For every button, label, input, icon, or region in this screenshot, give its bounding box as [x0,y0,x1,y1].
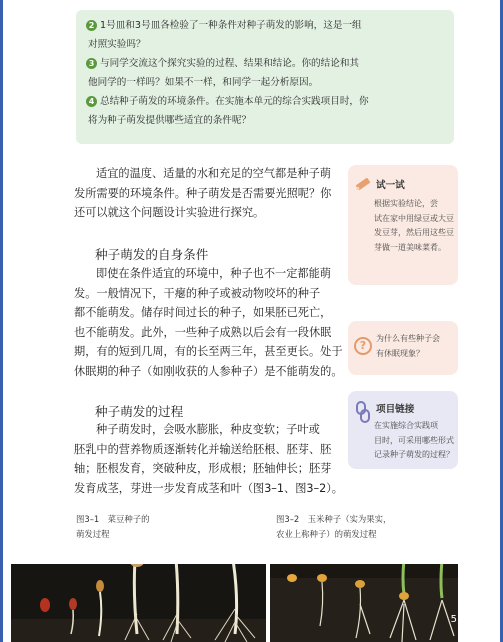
text-line: 胚乳中的营养物质逐渐转化并输送给胚根、胚芽、胚 [74,442,332,456]
question-number-icon: 4 [86,96,97,107]
text-line: 发育成茎，芽进一步发育成茎和叶（图3–1、图3–2）。 [74,481,343,495]
text-line: 芽做一道美味菜肴。 [374,242,446,252]
text-line: 轴；胚根发育，突破种皮，形成根；胚轴伸长；胚芽 [74,462,332,475]
corn-germination-photo [270,564,458,642]
question-text: 他同学的一样吗？如果不一样，和同学一起分析原因。 [88,77,319,88]
text-line: 根据实验结论，尝 [374,199,438,208]
figure-3-2-caption [276,512,391,542]
question-number-icon: 2 [86,20,97,31]
text-line: 种子萌发时，会吸水膨胀，种皮变软；子叶或 [96,423,320,436]
text-line: 适宜的温度、适量的水和充足的空气都是种子萌 [96,167,331,180]
text-line: 都不能萌发。储存时间过长的种子，如果胚已死亡， [74,306,332,319]
sidebar-project-title: 项目链接 [376,404,415,415]
question-item: 3 与同学交流这个探究实验的过程、结果和结论。你的结论和其 [88,54,442,73]
sidebar-try-body [374,197,454,255]
caption-line: 图3–2 玉米种子（实为果实， [276,514,392,524]
text-line: 期，有的短到几周，有的长至两三年，甚至更长。处于 [74,345,343,358]
page-number: 5 [450,614,457,625]
sidebar-question-body [376,332,456,361]
sidebar-project-body [374,419,454,463]
caption-line: 萌发过程 [76,529,110,539]
sidebar-try-title: 试一试 [376,180,405,191]
question-item: 2 1号皿和3号皿各检验了一种条件对种子萌发的影响，这是一组 [88,16,442,35]
sidebar-try-box [348,165,458,285]
figure-3-1-caption [76,512,149,542]
text-line: 即使在条件适宜的环境中，种子也不一定都能萌 [96,267,331,280]
caption-line: 农业上称种子）的萌发过程 [276,529,377,539]
sidebar-project-box [348,391,458,469]
text-line: 发豆芽，然后用这些豆 [374,228,454,237]
text-line: 目时，可采用哪些形式 [374,435,454,445]
bean-seedlings-illustration [11,564,266,642]
question-text: 将为种子萌发提供哪些适宜的条件呢？ [88,115,252,126]
sidebar-question-box [348,321,458,375]
question-item: 4 总结种子萌发的环境条件。在实施本单元的综合实践项目时，你 [88,92,442,111]
section1-paragraph [74,264,346,381]
page-border-left [0,0,3,642]
text-line: 有休眠现象？ [376,348,424,358]
pencil-icon [354,175,372,193]
text-line: 也不能萌发。此外，一些种子成熟以后会有一段休眠 [74,325,332,339]
question-number-icon: 3 [86,58,97,69]
section-heading-own-conditions: 种子萌发的自身条件 [95,247,209,262]
bean-germination-photo [11,564,266,642]
text-line: 休眠期的种子（如刚收获的人参种子）是不能萌发的。 [74,364,343,378]
text-line: 记录种子萌发的过程？ [374,450,454,459]
text-line: 在实施综合实践项 [374,421,438,430]
question-text: 对照实验吗？ [88,39,146,50]
caption-line: 图3–1 菜豆种子的 [76,514,150,524]
link-icon [354,401,372,423]
text-line: 发。一般情况下，干瘪的种子或被动物咬坏的种子 [74,286,321,300]
intro-paragraph [74,164,346,223]
text-line: 还可以就这个问题设计实验进行探究。 [74,206,265,219]
question-box [76,10,454,144]
text-line: 试在家中用绿豆或大豆 [374,213,454,223]
corn-seedlings-illustration [270,564,458,642]
question-mark-icon: ? [354,337,372,355]
section-heading-process: 种子萌发的过程 [95,404,184,419]
text-line: 发所需要的环境条件。种子萌发是否需要光照呢？你 [74,186,332,200]
text-line: 为什么有些种子会 [376,334,440,343]
section2-paragraph [74,420,346,498]
